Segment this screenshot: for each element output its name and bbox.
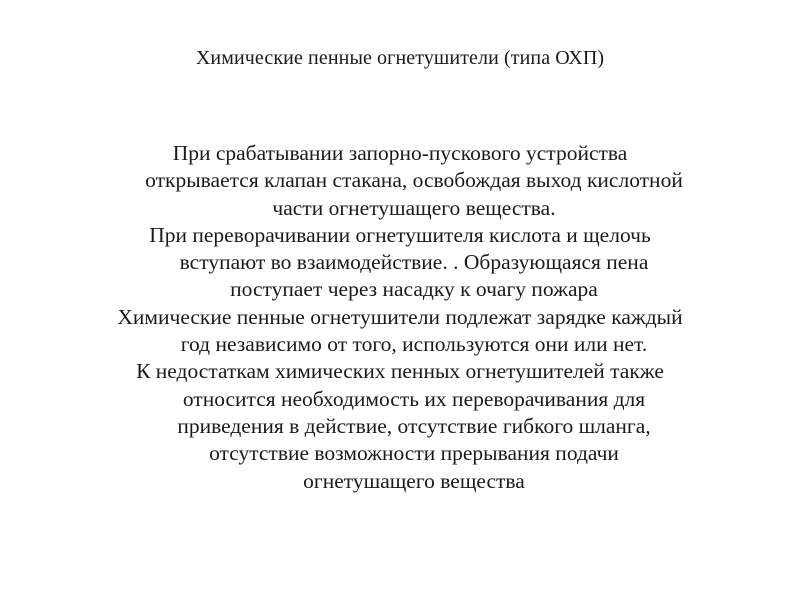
text-line: Химические пенные огнетушители подлежат зарядке каждый	[117, 304, 683, 329]
text-line: огнетушащего вещества	[303, 468, 525, 493]
paragraph-recharge	[20, 304, 780, 359]
paragraph-activation	[20, 140, 780, 222]
paragraph-inversion	[20, 222, 780, 304]
text-line: год независимо от того, используются они или нет.	[180, 332, 648, 357]
text-line: приведения в действие, отсутствие гибкого шланга,	[177, 413, 651, 438]
slide-body	[20, 140, 780, 495]
text-line: части огнетушащего вещества.	[272, 195, 556, 220]
text-line: открывается клапан стакана, освобождая выход кислотной	[145, 168, 683, 193]
text-line: отсутствие возможности прерывания подачи	[209, 441, 619, 466]
text-line: К недостаткам химических пенных огнетушителей также	[136, 359, 664, 384]
paragraph-drawbacks	[20, 358, 780, 494]
text-line: вступают во взаимодействие. . Образующаяся пена	[179, 250, 649, 275]
text-line: поступает через насадку к очагу пожара	[230, 277, 598, 302]
text-line: При переворачивании огнетушителя кислота и щелочь	[149, 222, 651, 247]
text-line: относится необходимость их переворачивания для	[182, 386, 646, 411]
slide-title: Химические пенные огнетушители (типа ОХП)	[195, 47, 605, 69]
text-line: При срабатывании запорно-пускового устройства	[172, 141, 628, 165]
